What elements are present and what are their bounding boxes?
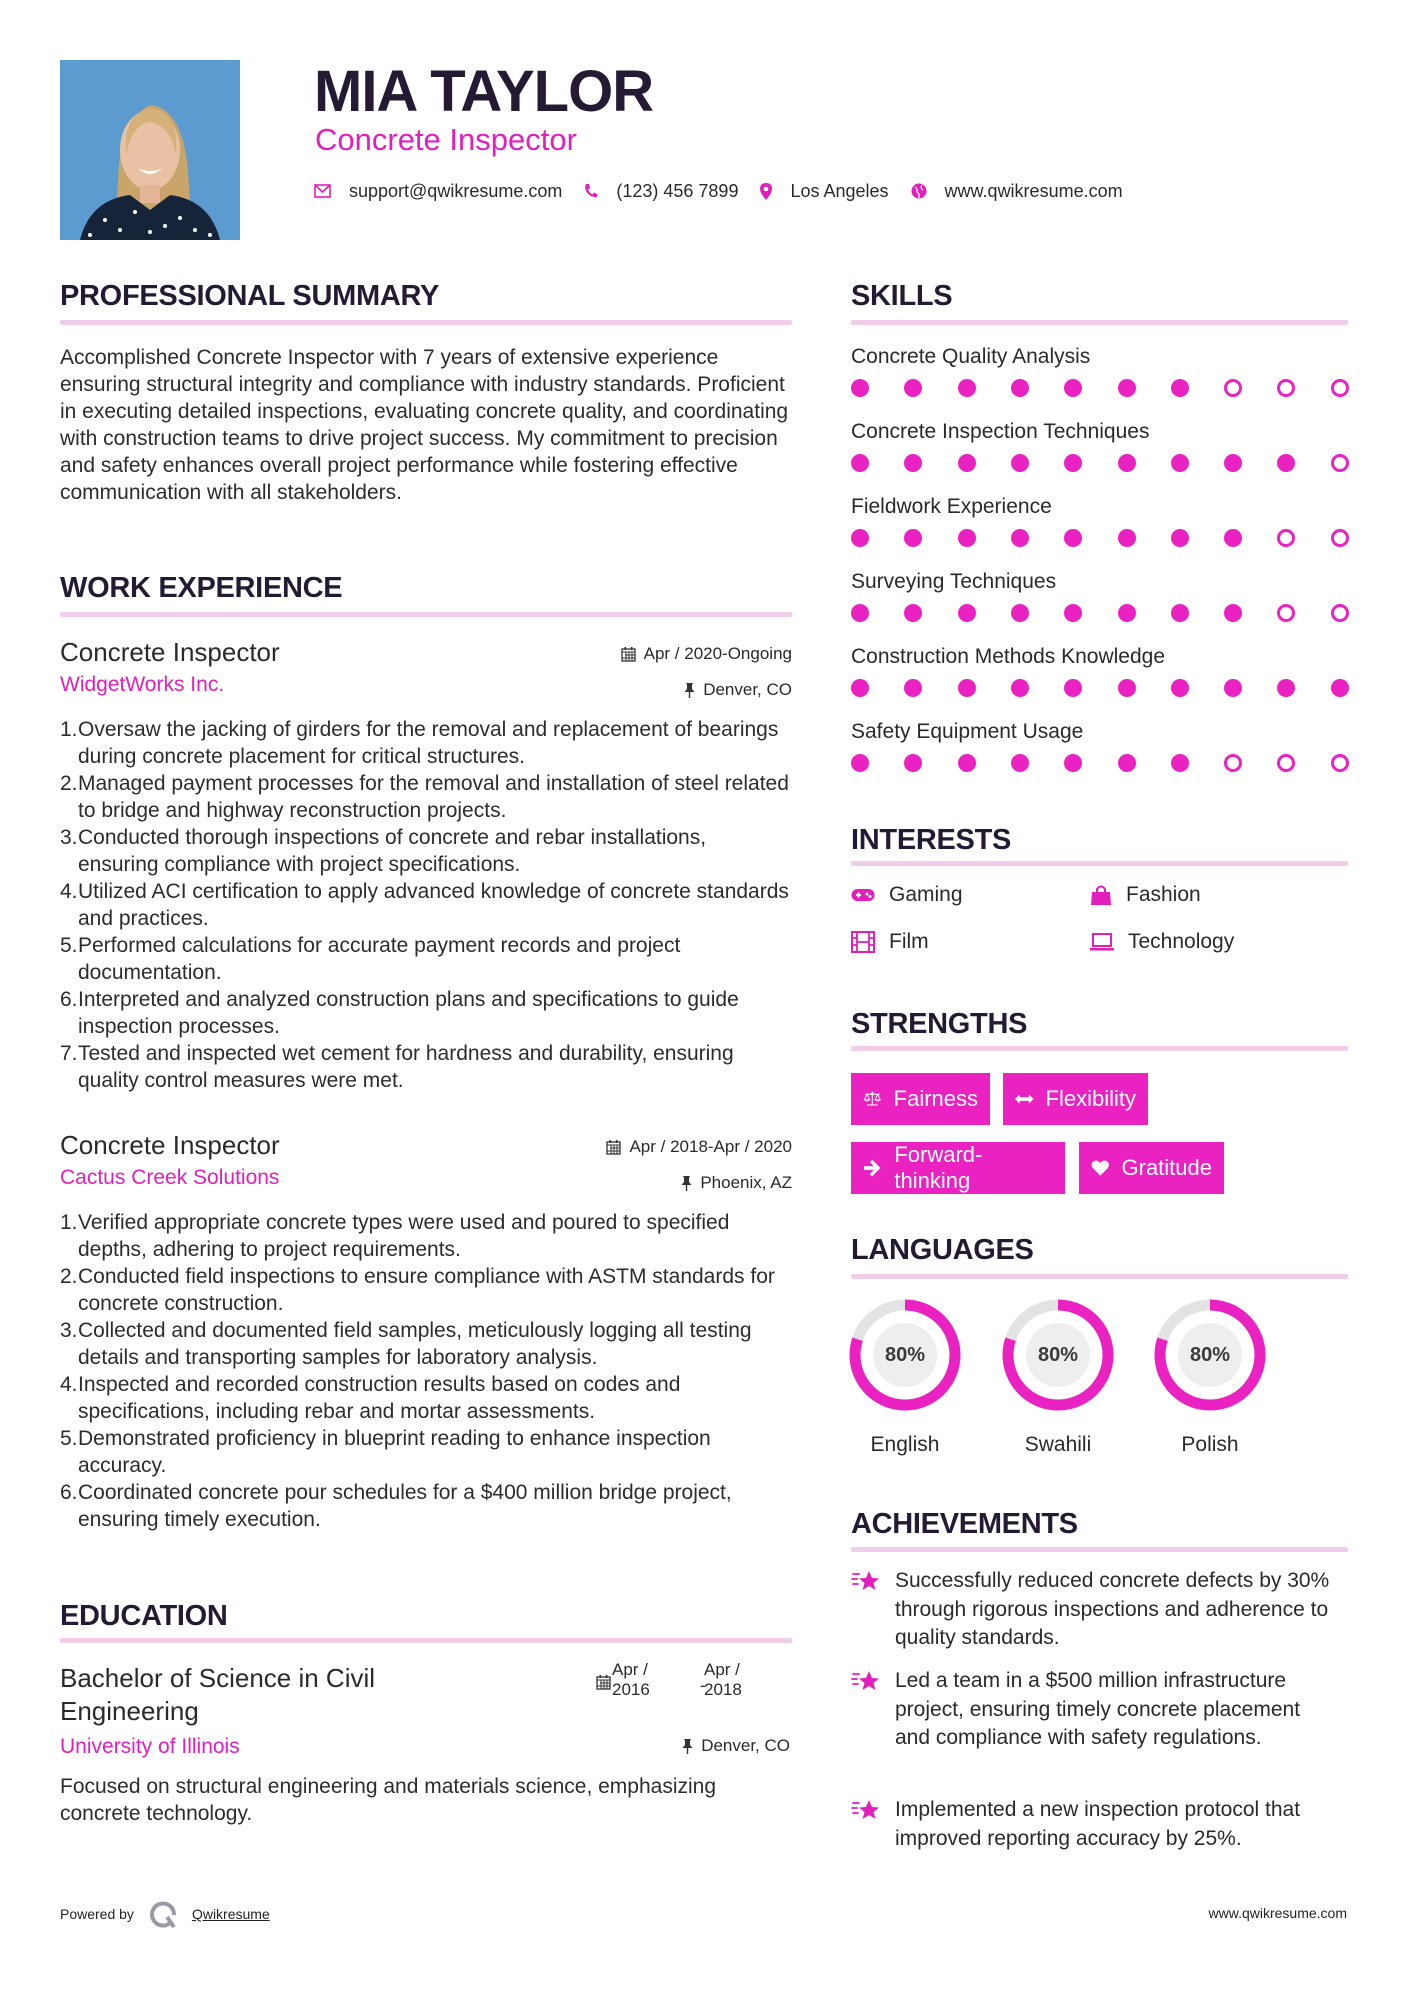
rating-dot-filled <box>1118 454 1136 472</box>
rating-dot-filled <box>1171 379 1189 397</box>
globe-icon <box>911 183 927 199</box>
location-text: Los Angeles <box>790 180 889 201</box>
language-item <box>1145 1295 1275 1457</box>
rating-dot-filled <box>1064 454 1082 472</box>
rating-dot-empty <box>1224 379 1242 397</box>
language-percent: 80% <box>1189 1343 1231 1366</box>
summary-heading: PROFESSIONAL SUMMARY <box>60 280 440 312</box>
education-dates <box>590 1660 790 1704</box>
interests-divider <box>851 861 1348 866</box>
skill-item <box>851 494 1351 549</box>
rating-dot-filled <box>851 604 869 622</box>
language-percent: 80% <box>884 1343 926 1366</box>
contact-email[interactable] <box>314 181 562 202</box>
summary-divider <box>60 320 792 325</box>
skill-name: Concrete Quality Analysis <box>851 345 1091 368</box>
rating-dot-filled <box>851 679 869 697</box>
rating-dot-filled <box>1118 379 1136 397</box>
rating-dot-filled <box>1171 454 1189 472</box>
rating-dot-filled <box>958 679 976 697</box>
skill-rating <box>851 679 1351 699</box>
shooting-star-icon <box>851 1798 881 1824</box>
summary-text: Accomplished Concrete Inspector with 7 years of extensive experience ensuring structural integrity and compliance with industry standards. Proficient in executing detailed inspections, evaluating concrete quality, and coordinating with construction teams to drive project success. My commitment to precision and safety enhances overall project performance while fostering effective communication with all stakeholders. <box>60 346 789 504</box>
job-dates: Apr / 2020-Ongoing <box>621 643 792 665</box>
language-name: Swahili <box>1024 1433 1092 1456</box>
calendar-icon <box>621 646 636 662</box>
shooting-star-icon <box>851 1569 881 1595</box>
email-text: support@qwikresume.com <box>349 180 563 201</box>
achievement-item: Implemented a new inspection protocol that improved reporting accuracy by 25%. <box>851 1796 1351 1853</box>
rating-dot-empty <box>1277 529 1295 547</box>
language-progress-ring <box>845 1295 965 1415</box>
list-item: 4. Inspected and recorded construction results based on codes and specifications, including rebar and mortar assessments. <box>60 1373 681 1423</box>
interest-technology: Technology <box>1090 930 1234 954</box>
list-item: 2. Conducted field inspections to ensure compliance with ASTM standards for concrete construction. <box>60 1265 775 1315</box>
rating-dot-filled <box>1011 679 1029 697</box>
interest-fashion: Fashion <box>1090 883 1201 907</box>
skill-name: Fieldwork Experience <box>851 495 1052 518</box>
job-dates: Apr / 2018-Apr / 2020 <box>606 1136 792 1158</box>
degree-title: Bachelor of Science in Civil Engineering <box>60 1663 376 1726</box>
interest-film: Film <box>851 930 929 954</box>
strengths-divider <box>851 1046 1348 1051</box>
rating-dot-filled <box>851 379 869 397</box>
rating-dot-filled <box>904 604 922 622</box>
rating-dot-filled <box>1171 529 1189 547</box>
rating-dot-filled <box>1118 754 1136 772</box>
list-item: 6. Coordinated concrete pour schedules for a $400 million bridge project, ensuring timely execution. <box>60 1481 732 1531</box>
achievement-item: Successfully reduced concrete defects by 30% through rigorous inspections and adherence to quality standards. <box>851 1567 1351 1653</box>
skill-rating <box>851 529 1351 549</box>
rating-dot-filled <box>851 754 869 772</box>
shopping-bag-icon <box>1090 884 1112 906</box>
strength-forward-thinking: Forward-thinking <box>851 1142 1065 1194</box>
rating-dot-filled <box>958 454 976 472</box>
skill-name: Construction Methods Knowledge <box>851 645 1166 668</box>
interest-gaming: Gaming <box>851 883 963 907</box>
skills-heading: SKILLS <box>851 280 953 312</box>
rating-dot-filled <box>958 379 976 397</box>
rating-dot-filled <box>958 754 976 772</box>
calendar-icon <box>606 1139 621 1155</box>
language-name: Polish <box>1181 1433 1239 1456</box>
list-item: 1. Oversaw the jacking of girders for the removal and replacement of bearings during concrete placement for critical structures. <box>60 718 779 768</box>
rating-dot-filled <box>1171 754 1189 772</box>
candidate-name: MIA TAYLOR <box>314 59 654 124</box>
rating-dot-filled <box>1277 454 1295 472</box>
list-item: 2. Managed payment processes for the removal and installation of steel related to bridge and highway reconstruction projects. <box>60 772 789 822</box>
rating-dot-filled <box>1064 529 1082 547</box>
rating-dot-filled <box>851 529 869 547</box>
gamepad-icon <box>851 887 875 903</box>
job-company: WidgetWorks Inc. <box>60 673 225 696</box>
qwikresume-logo-icon <box>150 1899 178 1929</box>
list-item: 3. Conducted thorough inspections of concrete and rebar installations, ensuring compliance with project specifications. <box>60 826 707 876</box>
education-divider <box>60 1638 792 1643</box>
language-name: English <box>870 1433 940 1456</box>
rating-dot-filled <box>1277 679 1295 697</box>
language-percent: 80% <box>1037 1343 1079 1366</box>
rating-dot-empty <box>1331 454 1349 472</box>
location-pin-icon <box>760 183 772 200</box>
calendar-icon <box>596 1674 611 1690</box>
languages-heading: LANGUAGES <box>851 1234 1034 1266</box>
list-item: 3. Collected and documented field samples, meticulously logging all testing details and transporting samples for laboratory analysis. <box>60 1319 752 1369</box>
rating-dot-empty <box>1331 379 1349 397</box>
language-progress-ring <box>998 1295 1118 1415</box>
list-item: 7. Tested and inspected wet cement for hardness and durability, ensuring quality control measures were met. <box>60 1042 734 1092</box>
rating-dot-filled <box>1011 529 1029 547</box>
contact-website[interactable] <box>911 181 1123 202</box>
rating-dot-filled <box>958 529 976 547</box>
mail-icon <box>314 184 331 198</box>
rating-dot-empty <box>1331 529 1349 547</box>
rating-dot-filled <box>1011 454 1029 472</box>
rating-dot-filled <box>1224 454 1242 472</box>
rating-dot-empty <box>1331 604 1349 622</box>
rating-dot-filled <box>851 454 869 472</box>
rating-dot-filled <box>904 754 922 772</box>
rating-dot-filled <box>1011 379 1029 397</box>
interests-heading: INTERESTS <box>851 824 1012 856</box>
rating-dot-empty <box>1224 754 1242 772</box>
rating-dot-filled <box>1331 679 1349 697</box>
date-separator: - <box>700 1676 706 1695</box>
skill-item <box>851 569 1351 624</box>
pushpin-icon <box>684 682 695 698</box>
job-entry <box>60 1129 792 1533</box>
qwikresume-link[interactable]: Qwikresume <box>191 1906 270 1922</box>
education-location: Denver, CO <box>682 1735 790 1757</box>
footer-website[interactable]: www.qwikresume.com <box>1208 1905 1347 1921</box>
rating-dot-filled <box>904 379 922 397</box>
contact-phone[interactable] <box>584 181 738 202</box>
skills-divider <box>851 320 1348 325</box>
phone-icon <box>584 183 598 199</box>
school-name: University of Illinois <box>60 1735 240 1758</box>
languages-divider <box>851 1274 1348 1279</box>
shooting-star-icon <box>851 1669 881 1695</box>
website-text: www.qwikresume.com <box>944 180 1123 201</box>
pushpin-icon <box>681 1175 692 1191</box>
skill-rating <box>851 379 1351 399</box>
job-title: Concrete Inspector <box>60 1130 280 1160</box>
rating-dot-filled <box>904 529 922 547</box>
achievements-divider <box>851 1547 1348 1552</box>
arrow-right-icon <box>863 1158 882 1178</box>
education-heading: EDUCATION <box>60 1600 228 1632</box>
rating-dot-filled <box>904 454 922 472</box>
job-entry <box>60 636 792 1094</box>
rating-dot-filled <box>1064 754 1082 772</box>
pushpin-icon <box>682 1738 693 1754</box>
list-item: 5. Performed calculations for accurate payment records and project documentation. <box>60 934 681 984</box>
skill-item <box>851 344 1351 399</box>
language-progress-ring <box>1150 1295 1270 1415</box>
skill-name: Surveying Techniques <box>851 570 1057 593</box>
phone-text: (123) 456 7899 <box>616 180 739 201</box>
skill-name: Concrete Inspection Techniques <box>851 420 1150 443</box>
rating-dot-filled <box>1064 679 1082 697</box>
rating-dot-filled <box>958 604 976 622</box>
job-location: Denver, CO <box>684 679 792 701</box>
list-item: 5. Demonstrated proficiency in blueprint reading to enhance inspection accuracy. <box>60 1427 711 1477</box>
rating-dot-filled <box>1011 604 1029 622</box>
contact-location <box>760 181 888 202</box>
job-location: Phoenix, AZ <box>681 1172 792 1194</box>
education-start: Apr / 2016 <box>612 1660 650 1699</box>
skill-rating <box>851 454 1351 474</box>
film-icon <box>851 931 875 953</box>
rating-dot-filled <box>904 679 922 697</box>
skill-name: Safety Equipment Usage <box>851 720 1084 743</box>
language-item <box>993 1295 1123 1457</box>
rating-dot-filled <box>1118 679 1136 697</box>
rating-dot-filled <box>1171 604 1189 622</box>
skill-item <box>851 644 1351 699</box>
balance-scale-icon <box>863 1087 882 1111</box>
achievements-heading: ACHIEVEMENTS <box>851 1508 1078 1540</box>
skill-item <box>851 419 1351 474</box>
achievement-item: Led a team in a $500 million infrastructure project, ensuring timely concrete placement and compliance with safety regulations. <box>851 1667 1351 1753</box>
strength-flexibility: Flexibility <box>1003 1073 1148 1125</box>
education-end: Apr / 2018 <box>704 1660 742 1699</box>
list-item: 6. Interpreted and analyzed construction plans and specifications to guide inspection processes. <box>60 988 739 1038</box>
candidate-title: Concrete Inspector <box>315 122 577 157</box>
rating-dot-filled <box>1064 379 1082 397</box>
job-company: Cactus Creek Solutions <box>60 1166 280 1189</box>
list-item: 4. Utilized ACI certification to apply advanced knowledge of concrete standards and practices. <box>60 880 789 930</box>
job-responsibilities <box>60 716 792 1094</box>
arrows-horizontal-icon <box>1015 1092 1034 1106</box>
rating-dot-filled <box>1171 679 1189 697</box>
rating-dot-empty <box>1277 754 1295 772</box>
strength-gratitude: Gratitude <box>1079 1142 1224 1194</box>
job-responsibilities <box>60 1209 792 1533</box>
rating-dot-filled <box>1224 529 1242 547</box>
footer-powered-by: Powered by Qwikresume <box>60 1900 270 1928</box>
job-title: Concrete Inspector <box>60 637 280 667</box>
strength-fairness: Fairness <box>851 1073 990 1125</box>
list-item: 1. Verified appropriate concrete types were used and poured to specified depths, adhering to project requirements. <box>60 1211 730 1261</box>
education-description: Focused on structural engineering and materials science, emphasizing concrete technology. <box>60 1775 717 1825</box>
skill-rating <box>851 604 1351 624</box>
rating-dot-empty <box>1277 379 1295 397</box>
rating-dot-filled <box>1224 604 1242 622</box>
rating-dot-filled <box>1064 604 1082 622</box>
experience-heading: WORK EXPERIENCE <box>60 572 343 604</box>
experience-divider <box>60 612 792 617</box>
rating-dot-filled <box>1224 679 1242 697</box>
skill-item <box>851 719 1351 774</box>
strengths-heading: STRENGTHS <box>851 1008 1028 1040</box>
rating-dot-empty <box>1277 604 1295 622</box>
skill-rating <box>851 754 1351 774</box>
contact-row <box>314 178 1145 204</box>
profile-photo <box>60 60 240 240</box>
rating-dot-filled <box>1118 604 1136 622</box>
rating-dot-filled <box>1011 754 1029 772</box>
rating-dot-filled <box>1118 529 1136 547</box>
rating-dot-empty <box>1331 754 1349 772</box>
laptop-icon <box>1090 932 1114 952</box>
language-item <box>840 1295 970 1457</box>
heart-icon <box>1091 1158 1110 1178</box>
